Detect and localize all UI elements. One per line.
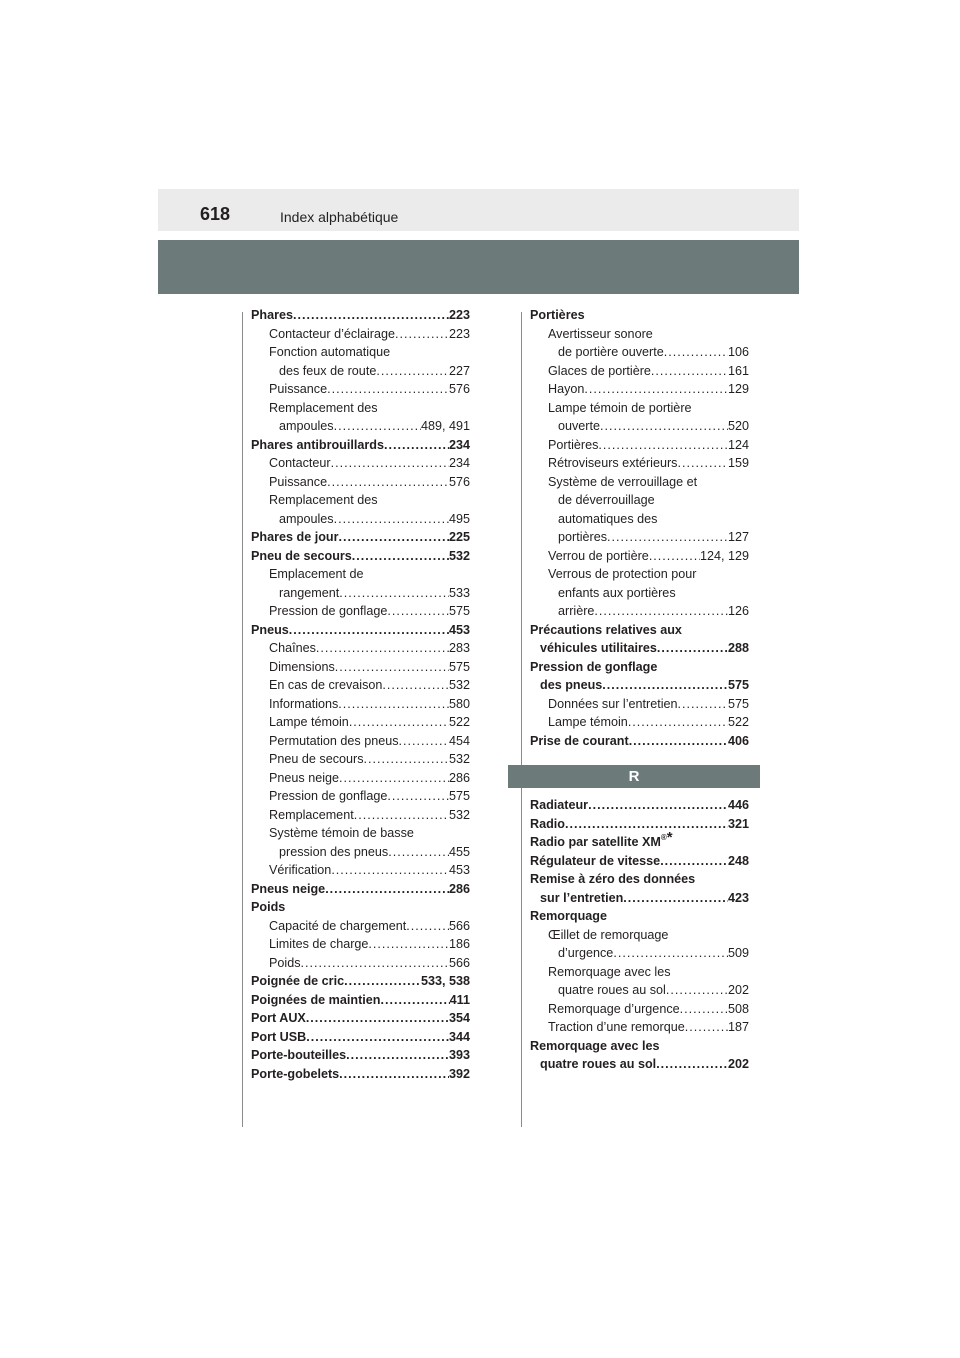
entry-term: Puissance bbox=[269, 382, 328, 396]
index-entry bbox=[251, 639, 470, 658]
entry-page: 129 bbox=[727, 382, 749, 396]
entry-page: 393 bbox=[448, 1048, 470, 1062]
dot-leader bbox=[660, 852, 728, 871]
index-entry bbox=[530, 796, 749, 815]
dot-leader bbox=[629, 732, 728, 751]
dot-leader bbox=[623, 889, 728, 908]
index-entry bbox=[530, 926, 749, 945]
entry-page: 124 bbox=[727, 437, 749, 452]
entry-term: automatiques des bbox=[558, 511, 658, 526]
index-entry bbox=[530, 815, 749, 834]
header-band bbox=[158, 189, 799, 231]
dot-leader bbox=[368, 935, 449, 954]
entry-term: Remorquage avec les bbox=[548, 964, 671, 979]
index-entry bbox=[251, 473, 470, 492]
entry-term: Remorquage d’urgence bbox=[548, 1001, 680, 1016]
index-entry bbox=[251, 621, 470, 640]
index-entry bbox=[251, 732, 470, 751]
dot-leader bbox=[651, 362, 728, 381]
entry-page: 575 bbox=[448, 659, 470, 674]
index-entry bbox=[530, 306, 749, 325]
entry-term: Remplacement bbox=[269, 807, 354, 822]
entry-page: 532 bbox=[448, 807, 470, 822]
entry-term: Système témoin de basse bbox=[269, 826, 414, 840]
index-entry bbox=[530, 565, 749, 584]
entry-term: Système de verrouillage et bbox=[548, 474, 698, 489]
entry-term: quatre roues au sol bbox=[540, 1057, 657, 1071]
entry-term: Fonction automatique bbox=[269, 345, 391, 359]
dot-leader bbox=[301, 954, 449, 973]
dot-leader bbox=[325, 880, 449, 899]
dot-leader bbox=[685, 1018, 728, 1037]
asterisk-mark: * bbox=[666, 829, 673, 846]
index-entry bbox=[251, 528, 470, 547]
dot-leader bbox=[613, 944, 728, 963]
entry-term: Radio par satellite XM bbox=[530, 835, 661, 849]
index-entry bbox=[251, 362, 470, 381]
index-entries-right-bottom bbox=[530, 796, 749, 1074]
entry-page: 202 bbox=[727, 983, 749, 997]
dot-leader bbox=[565, 815, 728, 834]
entry-page: 566 bbox=[448, 918, 470, 933]
entry-term: Port USB bbox=[251, 1029, 307, 1044]
entry-term: quatre roues au sol bbox=[558, 983, 666, 997]
entry-term: En cas de crevaison bbox=[269, 678, 383, 692]
entry-term: ampoules bbox=[279, 419, 334, 433]
dot-leader bbox=[293, 306, 449, 325]
entry-page: 283 bbox=[448, 641, 470, 655]
dot-leader bbox=[346, 1046, 449, 1065]
index-entry bbox=[251, 787, 470, 806]
index-entry bbox=[251, 713, 470, 732]
entry-term: Contacteur bbox=[269, 456, 331, 470]
dot-leader bbox=[628, 713, 728, 732]
dot-leader bbox=[406, 917, 449, 936]
dot-leader bbox=[339, 1065, 449, 1084]
dot-leader bbox=[588, 796, 728, 815]
index-entry bbox=[251, 954, 470, 973]
entry-page: 453 bbox=[448, 622, 470, 637]
entry-page: 127 bbox=[727, 530, 749, 544]
dot-leader bbox=[664, 343, 728, 362]
index-entries-right-top bbox=[530, 306, 749, 750]
entry-term: Traction d’une remorque bbox=[548, 1020, 685, 1034]
header-bar bbox=[158, 240, 799, 294]
entry-term: pression des pneus bbox=[279, 844, 389, 859]
index-entry bbox=[530, 547, 749, 566]
entry-term: Portières bbox=[530, 308, 585, 322]
index-entry bbox=[251, 343, 470, 362]
entry-term: de portière ouverte bbox=[558, 345, 664, 359]
dot-leader bbox=[338, 695, 449, 714]
entry-page: 286 bbox=[448, 770, 470, 785]
entry-term: Permutation des pneus bbox=[269, 733, 399, 748]
index-entry bbox=[251, 824, 470, 843]
entry-page: 223 bbox=[448, 308, 470, 322]
index-entry bbox=[251, 306, 470, 325]
entry-term: Port AUX bbox=[251, 1011, 306, 1025]
entry-term: Verrou de portière bbox=[548, 548, 649, 563]
index-entry bbox=[251, 917, 470, 936]
entry-term: Radiateur bbox=[530, 798, 589, 812]
index-entry bbox=[530, 639, 749, 658]
entry-page: 509 bbox=[727, 946, 749, 960]
index-entry bbox=[530, 944, 749, 963]
index-entry bbox=[251, 935, 470, 954]
dot-leader bbox=[395, 325, 449, 344]
dot-leader bbox=[649, 547, 700, 566]
dot-leader bbox=[339, 769, 449, 788]
index-entry bbox=[530, 380, 749, 399]
entry-page: 248 bbox=[727, 853, 749, 868]
dot-leader bbox=[656, 1055, 728, 1074]
dot-leader bbox=[388, 843, 449, 862]
dot-leader bbox=[376, 362, 449, 381]
entry-term: véhicules utilitaires bbox=[540, 641, 657, 655]
entry-page: 126 bbox=[727, 604, 749, 618]
dot-leader bbox=[344, 972, 421, 991]
entry-term: Pneu de secours bbox=[269, 752, 364, 766]
index-entry bbox=[530, 1018, 749, 1037]
entry-term: Chaînes bbox=[269, 641, 316, 655]
entry-page: 186 bbox=[448, 937, 470, 951]
index-entry bbox=[530, 1000, 749, 1019]
entry-page: 406 bbox=[727, 733, 749, 748]
entry-page: 575 bbox=[448, 789, 470, 803]
dot-leader bbox=[657, 639, 728, 658]
entry-page: 508 bbox=[727, 1001, 749, 1016]
entry-term: Puissance bbox=[269, 474, 328, 489]
entry-term: Poignée de cric bbox=[251, 974, 345, 988]
index-entry bbox=[530, 981, 749, 1000]
entry-page: 234 bbox=[448, 437, 470, 452]
dot-leader bbox=[607, 528, 728, 547]
index-entry bbox=[530, 510, 749, 529]
entry-page: 227 bbox=[448, 363, 470, 378]
entry-page: 288 bbox=[727, 641, 749, 655]
page-number: 618 bbox=[200, 204, 231, 224]
entry-term: Phares antibrouillards bbox=[251, 437, 384, 452]
entry-term: Pneu de secours bbox=[251, 548, 352, 563]
dot-leader bbox=[680, 1000, 728, 1019]
entry-page: 566 bbox=[448, 955, 470, 970]
entry-term: Pneus neige bbox=[251, 881, 326, 896]
entry-term: Lampe témoin de portière bbox=[548, 400, 692, 415]
entry-page: 575 bbox=[727, 696, 749, 711]
entry-term: Vérification bbox=[269, 863, 332, 877]
entry-term: Porte-bouteilles bbox=[251, 1048, 347, 1062]
index-entry bbox=[530, 621, 749, 640]
index-column-right bbox=[530, 306, 749, 1074]
section-letter: R bbox=[628, 768, 640, 785]
entry-page: 520 bbox=[727, 419, 749, 433]
index-entry bbox=[530, 870, 749, 889]
entry-page: 533 bbox=[448, 585, 470, 600]
entry-term: Pression de gonflage bbox=[269, 789, 388, 803]
dot-leader bbox=[335, 658, 449, 677]
dot-leader bbox=[339, 584, 449, 603]
index-entry bbox=[251, 880, 470, 899]
entry-page: 286 bbox=[448, 881, 470, 896]
dot-leader bbox=[316, 639, 449, 658]
column-divider-right bbox=[521, 312, 522, 1127]
index-entry bbox=[530, 1055, 749, 1074]
entry-page: 234 bbox=[448, 456, 470, 470]
entry-term: rangement bbox=[279, 585, 340, 600]
entry-term: Limites de charge bbox=[269, 937, 369, 951]
index-entry bbox=[530, 343, 749, 362]
index-entry bbox=[251, 565, 470, 584]
entry-term: Phares bbox=[251, 308, 294, 322]
index-entry bbox=[530, 491, 749, 510]
dot-leader bbox=[387, 787, 449, 806]
entry-page: 454 bbox=[448, 733, 470, 748]
index-entry bbox=[251, 1028, 470, 1047]
entry-page: 223 bbox=[448, 326, 470, 341]
index-entry bbox=[530, 436, 749, 455]
entry-page: 453 bbox=[448, 863, 470, 877]
entry-term: Avertisseur sonore bbox=[548, 326, 653, 341]
entry-term: Pression de gonflage bbox=[530, 659, 658, 674]
dot-leader bbox=[327, 473, 449, 492]
dot-leader bbox=[399, 732, 449, 751]
index-entry bbox=[530, 907, 749, 926]
entry-page: 495 bbox=[448, 511, 470, 526]
registered-mark: ® bbox=[660, 833, 667, 842]
index-entry bbox=[530, 325, 749, 344]
entry-term: Hayon bbox=[548, 382, 585, 396]
index-entry bbox=[530, 528, 749, 547]
entry-page: 321 bbox=[727, 816, 749, 831]
index-entry bbox=[251, 510, 470, 529]
index-entry bbox=[530, 658, 749, 677]
index-entry bbox=[251, 676, 470, 695]
index-entry bbox=[251, 843, 470, 862]
entry-page: 161 bbox=[727, 363, 749, 378]
index-entry bbox=[530, 362, 749, 381]
dot-leader bbox=[382, 676, 449, 695]
entry-term: des feux de route bbox=[279, 363, 377, 378]
entry-term: ouverte bbox=[558, 419, 601, 433]
entry-page: 106 bbox=[727, 345, 749, 359]
entry-page: 423 bbox=[727, 890, 749, 905]
index-entry bbox=[530, 602, 749, 621]
entry-term: Précautions relatives aux bbox=[530, 622, 682, 637]
dot-leader bbox=[349, 713, 449, 732]
entry-term: enfants aux portières bbox=[558, 585, 676, 600]
entry-page: 532 bbox=[448, 678, 470, 692]
index-entries-left bbox=[251, 306, 470, 1083]
index-entry bbox=[251, 695, 470, 714]
index-entry bbox=[251, 491, 470, 510]
dot-leader bbox=[594, 602, 728, 621]
dot-leader bbox=[677, 454, 728, 473]
entry-term: Remplacement des bbox=[269, 400, 378, 415]
entry-term: Remorquage avec les bbox=[530, 1038, 660, 1053]
dot-leader bbox=[584, 380, 728, 399]
entry-page: 532 bbox=[448, 752, 470, 766]
dot-leader bbox=[331, 861, 449, 880]
index-entry bbox=[530, 584, 749, 603]
index-entry bbox=[251, 1046, 470, 1065]
index-entry bbox=[251, 417, 470, 436]
index-entry bbox=[530, 1037, 749, 1056]
entry-page: 225 bbox=[448, 530, 470, 544]
entry-term: Pneus neige bbox=[269, 770, 340, 785]
index-entry bbox=[530, 473, 749, 492]
entry-page: 576 bbox=[448, 382, 470, 396]
index-entry bbox=[530, 713, 749, 732]
entry-page: 533, 538 bbox=[420, 974, 470, 988]
entry-term: d’urgence bbox=[558, 946, 614, 960]
entry-page: 522 bbox=[448, 715, 470, 729]
entry-term: Dimensions bbox=[269, 659, 335, 674]
dot-leader bbox=[666, 981, 728, 1000]
entry-term: Rétroviseurs extérieurs bbox=[548, 456, 678, 470]
entry-term: Prise de courant bbox=[530, 733, 629, 748]
entry-page: 354 bbox=[448, 1011, 470, 1025]
entry-term: Données sur l’entretien bbox=[548, 696, 678, 711]
index-entry bbox=[530, 852, 749, 871]
dot-leader bbox=[387, 602, 449, 621]
dot-leader bbox=[380, 991, 449, 1010]
entry-term: portières bbox=[558, 530, 607, 544]
index-entry bbox=[530, 963, 749, 982]
dot-leader bbox=[306, 1028, 449, 1047]
dot-leader bbox=[598, 436, 728, 455]
index-entry bbox=[251, 898, 470, 917]
entry-page: 522 bbox=[727, 715, 749, 729]
index-entry bbox=[251, 436, 470, 455]
index-entry bbox=[251, 1009, 470, 1028]
entry-term: ampoules bbox=[279, 511, 334, 526]
entry-page: 580 bbox=[448, 696, 470, 711]
entry-page: 159 bbox=[727, 456, 749, 470]
entry-page: 576 bbox=[448, 474, 470, 489]
index-entry bbox=[530, 732, 749, 751]
index-entry bbox=[251, 454, 470, 473]
index-entry bbox=[251, 547, 470, 566]
index-entry bbox=[530, 399, 749, 418]
index-entry bbox=[251, 972, 470, 991]
entry-term: Remorquage bbox=[530, 909, 607, 923]
entry-term: Radio bbox=[530, 816, 565, 831]
entry-term: arrière bbox=[558, 604, 595, 618]
dot-leader bbox=[339, 528, 449, 547]
entry-page: 489, 491 bbox=[420, 419, 470, 433]
entry-page: 124, 129 bbox=[699, 548, 749, 563]
index-entry bbox=[530, 454, 749, 473]
dot-leader bbox=[364, 750, 449, 769]
index-entry bbox=[251, 750, 470, 769]
entry-term: Portières bbox=[548, 437, 599, 452]
index-entry bbox=[251, 602, 470, 621]
dot-leader bbox=[327, 380, 449, 399]
dot-leader bbox=[352, 547, 449, 566]
index-entry bbox=[251, 769, 470, 788]
dot-leader bbox=[602, 676, 728, 695]
index-entry bbox=[530, 676, 749, 695]
index-entry bbox=[251, 806, 470, 825]
entry-page: 392 bbox=[448, 1066, 470, 1081]
entry-page: 411 bbox=[449, 992, 470, 1007]
entry-page: 187 bbox=[727, 1020, 749, 1034]
entry-term: Glaces de portière bbox=[548, 363, 651, 378]
entry-term: Pneus bbox=[251, 622, 289, 637]
index-entry bbox=[251, 584, 470, 603]
entry-term: Pression de gonflage bbox=[269, 604, 388, 618]
entry-term: sur l’entretien bbox=[540, 890, 624, 905]
index-entry bbox=[251, 325, 470, 344]
entry-term: Porte-gobelets bbox=[251, 1066, 340, 1081]
header-title: Index alphabétique bbox=[280, 209, 399, 225]
dot-leader bbox=[354, 806, 449, 825]
entry-page: 455 bbox=[448, 844, 470, 859]
entry-term: de déverrouillage bbox=[558, 493, 655, 507]
index-entry bbox=[251, 399, 470, 418]
dot-leader bbox=[289, 621, 449, 640]
entry-term: Remplacement des bbox=[269, 493, 378, 507]
entry-page: 575 bbox=[448, 604, 470, 618]
entry-term: Poids bbox=[269, 955, 301, 970]
entry-term: Régulateur de vitesse bbox=[530, 853, 661, 868]
entry-page: 532 bbox=[448, 548, 470, 563]
index-entry bbox=[530, 829, 749, 852]
index-entry bbox=[251, 380, 470, 399]
entry-term: Poignées de maintien bbox=[251, 992, 381, 1007]
dot-leader bbox=[600, 417, 728, 436]
entry-term: des pneus bbox=[540, 678, 603, 692]
index-entry bbox=[530, 695, 749, 714]
index-entry bbox=[251, 658, 470, 677]
index-entry bbox=[530, 417, 749, 436]
index-entry bbox=[251, 861, 470, 880]
entry-term: Remise à zéro des données bbox=[530, 872, 696, 886]
entry-page: 575 bbox=[727, 678, 749, 692]
entry-term: Poids bbox=[251, 900, 286, 914]
dot-leader bbox=[334, 417, 421, 436]
index-column-left bbox=[251, 306, 470, 1083]
section-header-r bbox=[508, 765, 760, 788]
dot-leader bbox=[306, 1009, 449, 1028]
entry-page: 202 bbox=[727, 1057, 749, 1071]
entry-page: 344 bbox=[448, 1029, 470, 1044]
entry-term: Emplacement de bbox=[269, 567, 364, 581]
entry-page: 446 bbox=[727, 798, 749, 812]
entry-term: Capacité de chargement bbox=[269, 918, 407, 933]
dot-leader bbox=[331, 454, 449, 473]
entry-term: Verrous de protection pour bbox=[548, 567, 697, 581]
column-divider-left bbox=[242, 312, 243, 1127]
index-entry bbox=[251, 991, 470, 1010]
entry-term: Phares de jour bbox=[251, 530, 339, 544]
entry-term: Œillet de remorquage bbox=[548, 927, 669, 942]
entry-term: Lampe témoin bbox=[548, 715, 628, 729]
dot-leader bbox=[334, 510, 449, 529]
index-entry bbox=[251, 1065, 470, 1084]
dot-leader bbox=[384, 436, 449, 455]
entry-term: Contacteur d’éclairage bbox=[269, 326, 396, 341]
dot-leader bbox=[678, 695, 728, 714]
entry-term: Lampe témoin bbox=[269, 715, 349, 729]
index-entry bbox=[530, 889, 749, 908]
entry-term: Informations bbox=[269, 696, 339, 711]
